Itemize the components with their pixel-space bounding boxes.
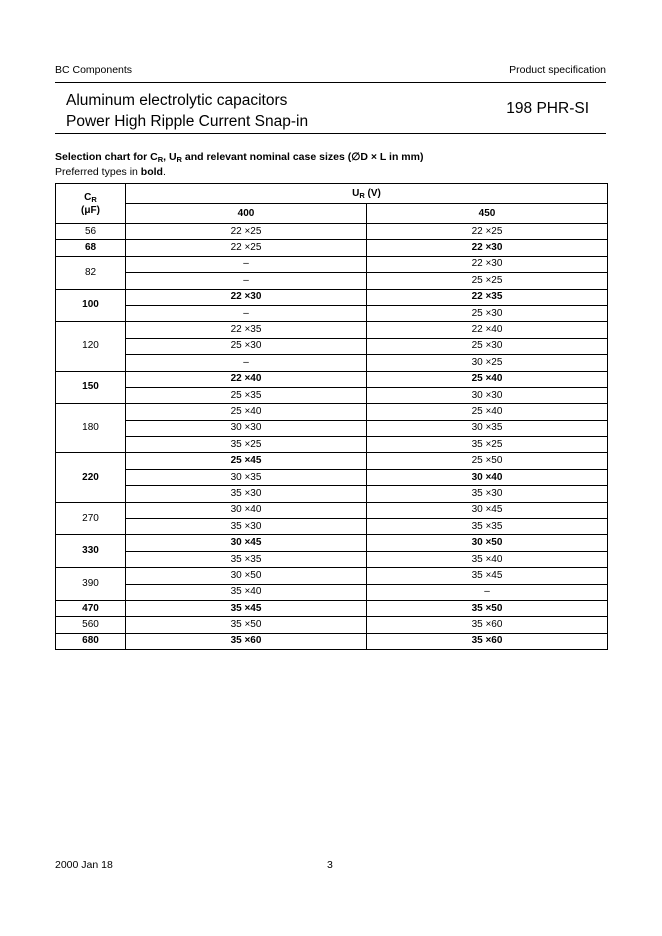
header-divider-bottom bbox=[55, 133, 606, 134]
size-450v-cell: 25 ×30 bbox=[367, 338, 608, 354]
table-row bbox=[56, 502, 608, 518]
table-row bbox=[56, 224, 608, 240]
size-400v-cell: 22 ×25 bbox=[126, 224, 367, 240]
size-400v-cell: 35 ×50 bbox=[126, 617, 367, 633]
size-400v-cell: 25 ×30 bbox=[126, 338, 367, 354]
size-400v-cell: 35 ×25 bbox=[126, 437, 367, 453]
size-450v-cell: 35 ×30 bbox=[367, 486, 608, 502]
size-400v-cell: 30 ×30 bbox=[126, 420, 367, 436]
company-name: BC Components bbox=[55, 64, 133, 76]
table-row bbox=[56, 535, 608, 551]
selection-chart-table bbox=[55, 183, 608, 650]
capacitance-cell: 100 bbox=[56, 289, 126, 322]
capacitance-cell: 82 bbox=[56, 256, 126, 289]
table-row bbox=[56, 289, 608, 305]
table-row bbox=[56, 600, 608, 616]
capacitance-cell: 680 bbox=[56, 633, 126, 649]
size-450v-cell: 30 ×50 bbox=[367, 535, 608, 551]
size-450v-cell: 25 ×40 bbox=[367, 404, 608, 420]
size-450v-cell: 25 ×50 bbox=[367, 453, 608, 469]
cr-header: $C_R$ (μF) bbox=[56, 184, 126, 224]
capacitance-cell: 120 bbox=[56, 322, 126, 371]
size-450v-cell: 35 ×60 bbox=[367, 617, 608, 633]
table-row bbox=[56, 453, 608, 469]
size-400v-cell: – bbox=[126, 273, 367, 289]
table-row bbox=[56, 519, 608, 535]
capacitance-cell: 150 bbox=[56, 371, 126, 404]
table-row bbox=[56, 305, 608, 321]
table-row bbox=[56, 387, 608, 403]
size-450v-cell: 35 ×35 bbox=[367, 519, 608, 535]
size-450v-cell: 30 ×40 bbox=[367, 469, 608, 485]
ur-header: $U_R$ (V) bbox=[126, 184, 608, 204]
col-450-header: 450 bbox=[367, 204, 608, 224]
table-row bbox=[56, 240, 608, 256]
product-code: 198 PHR-SI bbox=[506, 100, 589, 117]
size-400v-cell: 22 ×25 bbox=[126, 240, 367, 256]
size-450v-cell: 30 ×30 bbox=[367, 387, 608, 403]
size-400v-cell: – bbox=[126, 256, 367, 272]
footer-page-number: 3 bbox=[327, 859, 333, 871]
size-400v-cell: 35 ×60 bbox=[126, 633, 367, 649]
table-row bbox=[56, 273, 608, 289]
capacitance-cell: 220 bbox=[56, 453, 126, 502]
size-400v-cell: 25 ×35 bbox=[126, 387, 367, 403]
table-row bbox=[56, 584, 608, 600]
size-400v-cell: 35 ×30 bbox=[126, 486, 367, 502]
table-row bbox=[56, 371, 608, 387]
table-row bbox=[56, 568, 608, 584]
table-caption: Selection chart for $C_R$, $U_R$ and relevant nominal case sizes (∅D × L in mm) bbox=[55, 151, 424, 164]
document-type: Product specification bbox=[509, 64, 606, 76]
size-400v-cell: – bbox=[126, 305, 367, 321]
table-row bbox=[56, 486, 608, 502]
col-400-header: 400 bbox=[126, 204, 367, 224]
size-400v-cell: 30 ×50 bbox=[126, 568, 367, 584]
size-450v-cell: 22 ×35 bbox=[367, 289, 608, 305]
table-row bbox=[56, 355, 608, 371]
capacitance-cell: 390 bbox=[56, 568, 126, 601]
title-line-2: Power High Ripple Current Snap-in bbox=[66, 113, 309, 130]
size-400v-cell: 22 ×35 bbox=[126, 322, 367, 338]
capacitance-cell: 330 bbox=[56, 535, 126, 568]
table-row bbox=[56, 551, 608, 567]
size-400v-cell: 25 ×45 bbox=[126, 453, 367, 469]
size-450v-cell: 22 ×30 bbox=[367, 256, 608, 272]
size-450v-cell: 25 ×40 bbox=[367, 371, 608, 387]
size-400v-cell: 30 ×35 bbox=[126, 469, 367, 485]
size-450v-cell: 22 ×30 bbox=[367, 240, 608, 256]
size-400v-cell: – bbox=[126, 355, 367, 371]
size-400v-cell: 25 ×40 bbox=[126, 404, 367, 420]
table-row bbox=[56, 469, 608, 485]
size-400v-cell: 22 ×40 bbox=[126, 371, 367, 387]
table-row bbox=[56, 437, 608, 453]
size-450v-cell: 25 ×30 bbox=[367, 305, 608, 321]
size-400v-cell: 35 ×45 bbox=[126, 600, 367, 616]
size-450v-cell: 22 ×40 bbox=[367, 322, 608, 338]
size-450v-cell: – bbox=[367, 584, 608, 600]
size-400v-cell: 30 ×40 bbox=[126, 502, 367, 518]
size-450v-cell: 35 ×40 bbox=[367, 551, 608, 567]
size-450v-cell: 30 ×35 bbox=[367, 420, 608, 436]
size-400v-cell: 35 ×40 bbox=[126, 584, 367, 600]
size-450v-cell: 25 ×25 bbox=[367, 273, 608, 289]
size-450v-cell: 35 ×50 bbox=[367, 600, 608, 616]
size-450v-cell: 30 ×25 bbox=[367, 355, 608, 371]
table-row bbox=[56, 633, 608, 649]
header-divider-top bbox=[55, 82, 606, 83]
size-400v-cell: 35 ×35 bbox=[126, 551, 367, 567]
table-row bbox=[56, 338, 608, 354]
capacitance-cell: 180 bbox=[56, 404, 126, 453]
table-row bbox=[56, 420, 608, 436]
table-row bbox=[56, 404, 608, 420]
capacitance-cell: 470 bbox=[56, 600, 126, 616]
size-450v-cell: 30 ×45 bbox=[367, 502, 608, 518]
size-450v-cell: 35 ×60 bbox=[367, 633, 608, 649]
size-400v-cell: 35 ×30 bbox=[126, 519, 367, 535]
table-row bbox=[56, 617, 608, 633]
title-line-1: Aluminum electrolytic capacitors bbox=[66, 92, 288, 109]
capacitance-cell: 68 bbox=[56, 240, 126, 256]
capacitance-cell: 270 bbox=[56, 502, 126, 535]
size-400v-cell: 30 ×45 bbox=[126, 535, 367, 551]
capacitance-cell: 56 bbox=[56, 224, 126, 240]
preferred-note: Preferred types in bold. bbox=[55, 166, 166, 178]
footer-date: 2000 Jan 18 bbox=[55, 859, 113, 871]
doc-title bbox=[66, 90, 308, 132]
table-row bbox=[56, 322, 608, 338]
size-450v-cell: 35 ×45 bbox=[367, 568, 608, 584]
table-row bbox=[56, 256, 608, 272]
size-400v-cell: 22 ×30 bbox=[126, 289, 367, 305]
size-450v-cell: 35 ×25 bbox=[367, 437, 608, 453]
size-450v-cell: 22 ×25 bbox=[367, 224, 608, 240]
capacitance-cell: 560 bbox=[56, 617, 126, 633]
